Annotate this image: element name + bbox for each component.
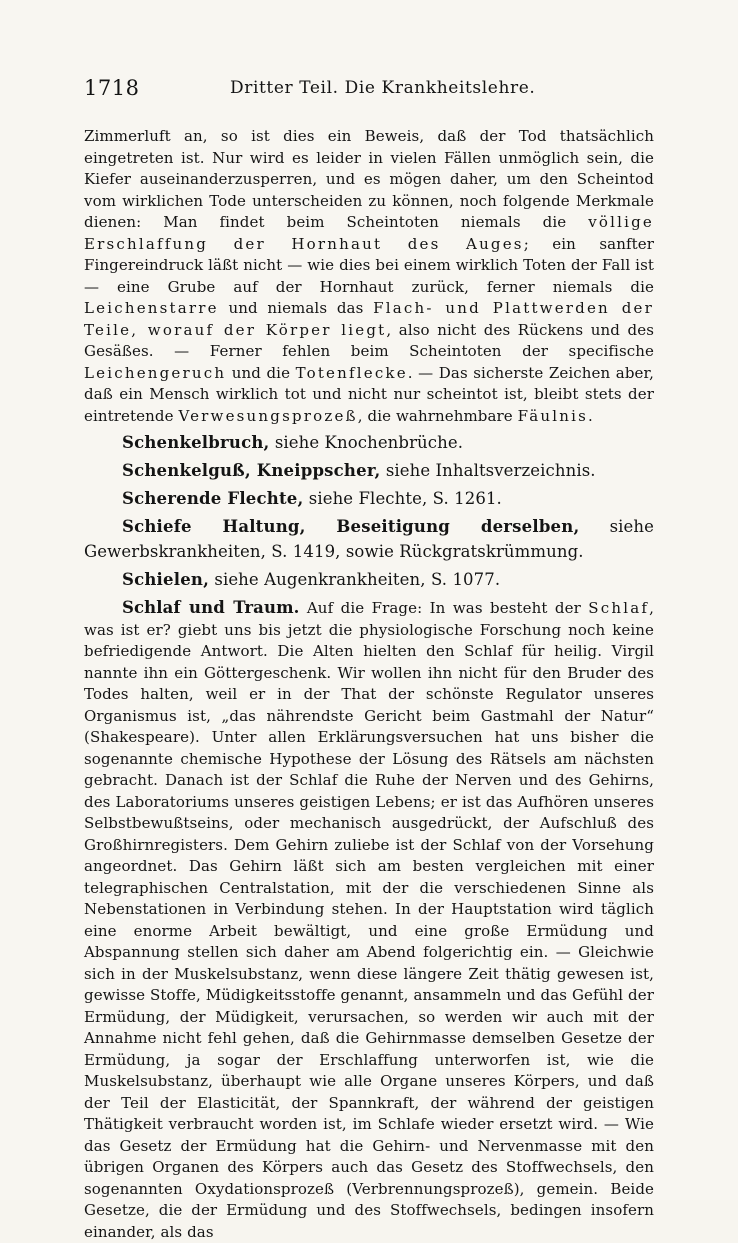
entry-headword: Schlaf und Traum. bbox=[122, 598, 300, 617]
dictionary-entry bbox=[84, 486, 654, 511]
spaced-emphasis: Schlaf bbox=[588, 599, 650, 617]
dictionary-entry bbox=[84, 567, 654, 592]
entry-reference: siehe Gewerbskrankheiten, S. 1419, sowie Rückgratskrümmung. bbox=[84, 517, 654, 561]
page-header bbox=[84, 76, 684, 106]
entry-headword: Scherende Flechte, bbox=[122, 489, 304, 508]
spaced-emphasis: Totenflecke bbox=[295, 363, 408, 382]
entry-reference: siehe Flechte, S. 1261. bbox=[303, 489, 502, 508]
entry-headword: Schiefe Haltung, Beseitigung derselben, bbox=[122, 517, 580, 536]
running-head: Dritter Teil. Die Krankheitslehre. bbox=[230, 78, 536, 98]
entry-headword: Schielen, bbox=[122, 570, 210, 589]
page-number: 1718 bbox=[84, 76, 140, 100]
entry-headword: Schenkelbruch, bbox=[122, 433, 270, 452]
text-run: . bbox=[588, 406, 593, 425]
text-run: Auf die Frage: In was besteht der bbox=[299, 599, 589, 617]
entry-reference: siehe Knochenbrüche. bbox=[269, 433, 464, 452]
dictionary-entry bbox=[84, 430, 654, 455]
spaced-emphasis: Leichenstarre bbox=[84, 299, 219, 317]
page-body bbox=[84, 126, 654, 1243]
main-entry-text bbox=[84, 597, 654, 1243]
spaced-emphasis: Fäulnis bbox=[517, 406, 589, 425]
text-run: Zimmerluft an, so ist dies ein Beweis, daß der Tod thatsächlich eingetreten ist. Nur wird es leider in vielen Fällen unmöglich sein, die Kiefer auseinanderzusperren, und es mögen daher, um den Scheintod vom wirklichen Tode unterscheiden zu können, noch folgende Merkmale dienen: Man findet beim Scheintoten niemals die bbox=[84, 127, 654, 231]
text-run: . — Das sicherste Zeichen aber, daß ein Mensch wirklich tot und nicht nur scheintot ist, bleibt stets der eintretende bbox=[84, 363, 654, 425]
entry-headword: Schenkelguß, Kneippscher, bbox=[122, 461, 381, 480]
dictionary-entry bbox=[84, 458, 654, 483]
spaced-emphasis: Leichengeruch bbox=[84, 363, 227, 382]
main-entry-schlaf-und-traum bbox=[84, 597, 654, 1243]
entry-reference: siehe Augenkrankheiten, S. 1077. bbox=[209, 570, 501, 589]
entry-reference: siehe Inhaltsverzeichnis. bbox=[380, 461, 596, 480]
dictionary-entry bbox=[84, 514, 654, 564]
text-run: , die wahrnehmbare bbox=[357, 406, 518, 425]
opening-paragraph bbox=[84, 126, 654, 427]
spaced-emphasis: Flach- und Plattwerden der Teile, worauf der Körper liegt bbox=[84, 299, 654, 339]
text-run: , also nicht des Rückens und des Gesäßes. — Ferner fehlen beim Scheintoten der specifische bbox=[84, 320, 654, 360]
text-run: ; ein sanfter Fingereindruck läßt nicht — wie dies bei einem wirklich Toten der Fall ist — eine Grube auf der Hornhaut zurück, ferner niemals die bbox=[84, 234, 655, 296]
text-run: und die bbox=[226, 363, 296, 382]
spaced-emphasis: völlige Erschlaffung der Hornhaut des Auges bbox=[84, 213, 654, 253]
text-run: und niemals das bbox=[218, 299, 374, 317]
spaced-emphasis: Verwesungsprozeß bbox=[178, 406, 358, 425]
text-run: , was ist er? giebt uns bis jetzt die physiologische Forschung noch keine befriedigende Antwort. Die Alten hielten den Schlaf für heilig. Virgil nannte ihn ein Göttergeschenk. Wir wollen ihn nicht für den Bruder des Todes halten, weil er in der That der schönste Regulator unseres Organismus ist, „das nährendste Gericht beim Gastmahl der Natur“ (Shakespeare). Unter allen Erklärungsversuchen hat uns bisher die sogenannte chemische Hypothese der Lösung des Rätsels am nächsten gebracht. Danach ist der Schlaf die Ruhe der Nerven und des Gehirns, des Laboratoriums unseres geistigen Lebens; er ist das Aufhören unseres Selbstbewußtseins, oder mechanisch ausgedrückt, der Aufschluß des Großhirnregisters. Dem Gehirn zuliebe ist der Schlaf von der Vorsehung angeordnet. Das Gehirn läßt sich am besten vergleichen mit einer telegraphischen Centralstation, mit der die verschiedenen Sinne als Nebenstationen in Verbindung stehen. In der Hauptstation wird täglich eine enorme Arbeit bewältigt, und eine große Ermüdung und Abspannung stellen sich daher am Abend folgerichtig ein. — Gleichwie sich in der Muskelsubstanz, wenn diese längere Zeit thätig gewesen ist, gewisse Stoffe, Müdigkeitsstoffe genannt, ansammeln und das Gefühl der Ermüdung, der Müdigkeit, verursachen, so werden wir auch mit der Annahme nicht fehl gehen, daß die Gehirnmasse demselben Gesetze der Ermüdung, ja sogar der Erschlaffung unterworfen ist, wie die Muskelsubstanz, überhaupt wie alle Organe unseres Körpers, und daß der Teil der Elasticität, der Spannkraft, der während der geistigen Thätigkeit verbraucht worden ist, im Schlafe wieder ersetzt wird. — Wie das Gesetz der Ermüdung hat die Gehirn- und Nervenmasse mit den übrigen Organen des Körpers auch das Gesetz des Stoffwechsels, den sogenannten Oxydationsprozeß (Verbrennungsprozeß), gemein. Beide Gesetze, die der Ermüdung und des Stoffwechsels, bedingen insofern einander, als das bbox=[84, 599, 654, 1241]
